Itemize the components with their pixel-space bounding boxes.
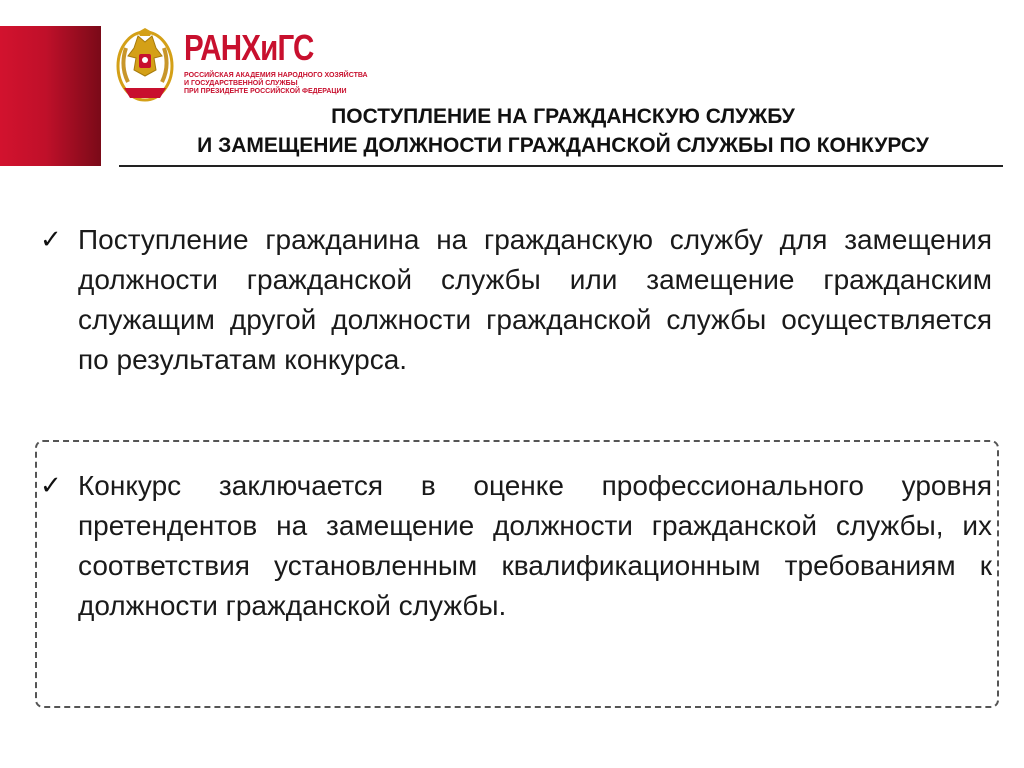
slide-title	[110, 102, 1016, 160]
slide-title-line2: И ЗАМЕЩЕНИЕ ДОЛЖНОСТИ ГРАЖДАНСКОЙ СЛУЖБЫ ПО КОНКУРСУ	[197, 134, 929, 157]
brand-subtitle-line: И ГОСУДАРСТВЕННОЙ СЛУЖБЫ	[184, 80, 298, 87]
bullet-item	[40, 220, 992, 380]
ranepa-logo	[116, 26, 368, 104]
brand-subtitle-line: ПРИ ПРЕЗИДЕНТЕ РОССИЙСКОЙ ФЕДЕРАЦИИ	[184, 88, 347, 95]
brand-name: РАНХиГС	[184, 27, 314, 68]
brand-subtitle	[184, 72, 374, 96]
checkmark-icon: ✓	[40, 225, 62, 255]
bullet-text: Поступление гражданина на гражданскую службу для замещения должности гражданской службы или замещение гражданским служащим другой должности гражданской службы осуществляется по результатам конкурса.	[78, 224, 992, 375]
brand-subtitle-line: РОССИЙСКАЯ АКАДЕМИЯ НАРОДНОГО ХОЗЯЙСТВА	[184, 72, 368, 79]
title-underline	[119, 165, 1003, 167]
slide-title-line1: ПОСТУПЛЕНИЕ НА ГРАЖДАНСКУЮ СЛУЖБУ	[331, 105, 795, 128]
bullet-text: Конкурс заключается в оценке профессионального уровня претендентов на замещение должности гражданской службы, их соответствия установленным квалификационным требованиям к должности гражданской службы.	[78, 470, 992, 621]
double-headed-eagle-icon	[116, 26, 174, 104]
red-accent-band	[0, 26, 101, 166]
checkmark-icon: ✓	[40, 471, 62, 501]
bullet-item	[40, 466, 992, 626]
